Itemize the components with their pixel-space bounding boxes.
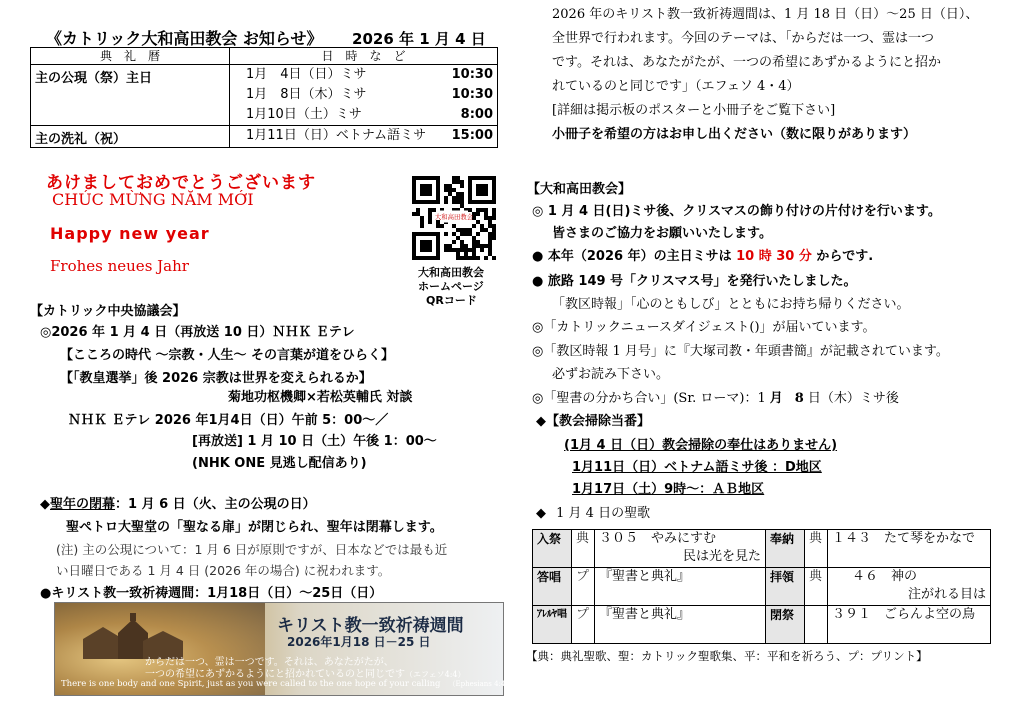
qr-caption: 大和高田教会 [418,266,484,279]
church-notice: 皆さまのご協力をお願いいたします。 [552,226,772,241]
schedule-entry: 1月10日（土）ミサ 8:00 [246,107,493,122]
central-line: (NHK ONE 見逃し配信あり) [192,456,367,471]
hymn-row [533,568,991,606]
hymn-source: 典 [572,530,595,568]
banner-verse-jp: 一つの希望にあずかるようにと招かれているのと同じです（エフェソ4:4） [145,669,466,680]
jubilee-note: い日曜日である 1 月 4 日 (2026 年の場合) に祝われます。 [56,563,391,578]
central-line: 【「教皇選挙」後 2026 宗教は世界を変えられるか】 [60,371,372,386]
banner-verse-en: There is one body and one Spirit, just as you were called to the one hope of your calling （Ephesians 4:4） [61,679,513,689]
hymn-source: プ [572,606,595,644]
hymn-title: ４６ 神の 注がれる目は [828,568,991,606]
liturgy-row [31,126,498,148]
hymn-legend: 【典：典礼聖歌、聖：カトリック聖歌集、平：平和を祈ろう、プ：プリント】 [526,649,928,663]
feast-name: 主の公現（祭）主日 [31,65,230,126]
church-notice: 「教区時報」「心のともしび」とともにお持ち帰りください。 [552,297,910,312]
greeting-german: Frohes neues Jahr [50,257,189,275]
greeting-vietnamese: CHÚC MỪNG NĂM MỚI [52,190,254,209]
schedule-entry: 1月 8日（木）ミサ 10:30 [246,87,493,102]
hymn-heading: ◆ 1 月 4 日の聖歌 [536,506,651,521]
jubilee-note: (注) 主の公現について：1 月 6 日が原則ですが、日本などでは最も近 [56,542,448,557]
qr-caption: QRコード [426,294,477,307]
hymn-part: 入祭 [533,530,572,568]
hymn-title: １４３ たて琴をかなで [828,530,991,568]
central-line: 菊地功枢機卿×若松英輔氏 対談 [228,390,413,405]
feast-name: 主の洗礼（祝） [31,126,230,148]
qr-code [412,176,496,260]
central-line: ＮＨＫ Ｅテレ 2026 年1月4日（日）午前 5：00～／ [68,413,389,428]
qr-inner-label: 大和高田教会 [434,212,474,221]
church-notice: ● 旅路 149 号「クリスマス号」を発行いたしました。 [532,274,857,289]
hymn-source: プ [572,568,595,606]
hymn-part: 答唱 [533,568,572,606]
unity-paragraph: 全世界で行われます。今回のテーマは、「からだは一つ、霊は一つ [552,31,934,46]
unity-paragraph: れているのと同じです」（エフェソ 4・4） [552,79,800,94]
cleaning-heading: ◆【教会掃除当番】 [536,414,650,429]
bulletin-title: 《カトリック大和高田教会 お知らせ》 [46,29,323,48]
hymn-title: 『聖書と典礼』 [595,606,766,644]
cleaning-duty: (1月 4 日（日）教会掃除の奉仕はありません) [564,438,838,453]
central-line: [再放送] 1 月 10 日（土）午後 1：00～ [192,434,437,449]
hymn-title: ３９１ ごらんよ空の鳥 [828,606,991,644]
booklet-request: 小冊子を希望の方はお申し出ください（数に限りがあります） [552,127,917,142]
banner-title: キリスト教一致祈祷週間 [277,616,464,636]
liturgy-row [31,65,498,126]
hymn-title: ３０５ やみにすむ 民は光を見た [595,530,766,568]
hymn-source [805,606,828,644]
hymn-source: 典 [805,530,828,568]
hymn-part: 拝領 [766,568,805,606]
banner-verse-jp: からだは一つ、霊は一つです。それは、あなたがたが、 [145,657,394,668]
schedule-entry: 1月11日（日）ベトナム語ミサ 15:00 [246,128,493,143]
banner-date: 2026年1月18 日－25 日 [287,635,431,649]
cleaning-duty: 1月17日（土）9時～：ＡＢ地区 [572,482,765,497]
jubilee-heading: ◆聖年の閉幕：1 月 6 日（火、主の公現の日） [40,497,316,512]
section-heading-central: 【カトリック中央協議会】 [30,304,186,319]
unity-paragraph: [詳細は掲示板のポスターと小冊子をご覧下さい] [552,103,836,118]
unity-heading: ●キリスト教一致祈祷週間：1月18日（日）～25日（日） [40,586,383,601]
unity-week-banner [54,602,513,696]
bulletin-date: 2026 年 1 月 4 日 [352,30,486,48]
central-line: ◎2026 年 1 月 4 日（再放送 10 日）ＮＨＫ Ｅテレ [40,325,355,340]
schedule-entry: 1月 4日（日）ミサ 10:30 [246,67,493,82]
church-notice: ● 本年（2026 年）の主日ミサは 10 時 30 分 からです. [532,249,874,264]
hymn-source: 典 [805,568,828,606]
hymn-row [533,530,991,568]
hymn-part: 閉祭 [766,606,805,644]
church-notice: ◎「聖書の分かち合い」(Sr. ローマ)：1 月 8 日（木）ミサ後 [532,391,899,406]
hymn-row [533,606,991,644]
church-notice: ◎ 1 月 4 日(日)ミサ後、クリスマスの飾り付けの片付けを行います。 [532,204,941,219]
hymn-part: 奉納 [766,530,805,568]
liturgy-table [30,47,498,148]
qr-caption: ホームページ [418,280,484,293]
church-notice: ◎「教区時報 1 月号」に『大塚司教・年頭書簡』が記載されています。 [532,344,949,359]
unity-paragraph: です。それは、あなたがたが、一つの希望にあずかるようにと招か [552,55,941,70]
hymn-title: 『聖書と典礼』 [595,568,766,606]
central-line: 【こころの時代 ～宗教・人生～ その言葉が道をひらく】 [60,348,395,363]
hymn-table [532,529,991,644]
jubilee-line: 聖ペトロ大聖堂の「聖なる扉」が閉じられ、聖年は閉幕します。 [66,520,443,535]
greeting-english: Happy new year [50,224,210,243]
liturgy-col-header: 日 時 な ど [230,48,498,65]
greeting-japanese: あけましておめでとうございます [46,173,316,193]
unity-paragraph: 2026 年のキリスト教一致祈祷週間は、1 月 18 日（日）～25 日（日）、 [552,7,979,22]
church-notice: 必ずお読み下さい。 [552,367,670,382]
hymn-part: ｱﾚﾙﾔ唱 [533,606,572,644]
cleaning-duty: 1月11日（日）ベトナム語ミサ後 ：D地区 [572,460,822,475]
section-heading-church: 【大和高田教会】 [527,182,632,197]
liturgy-col-header: 典 礼 暦 [31,48,230,65]
church-notice: ◎「カトリックニュースダイジェスト()」が届いています。 [532,320,876,335]
